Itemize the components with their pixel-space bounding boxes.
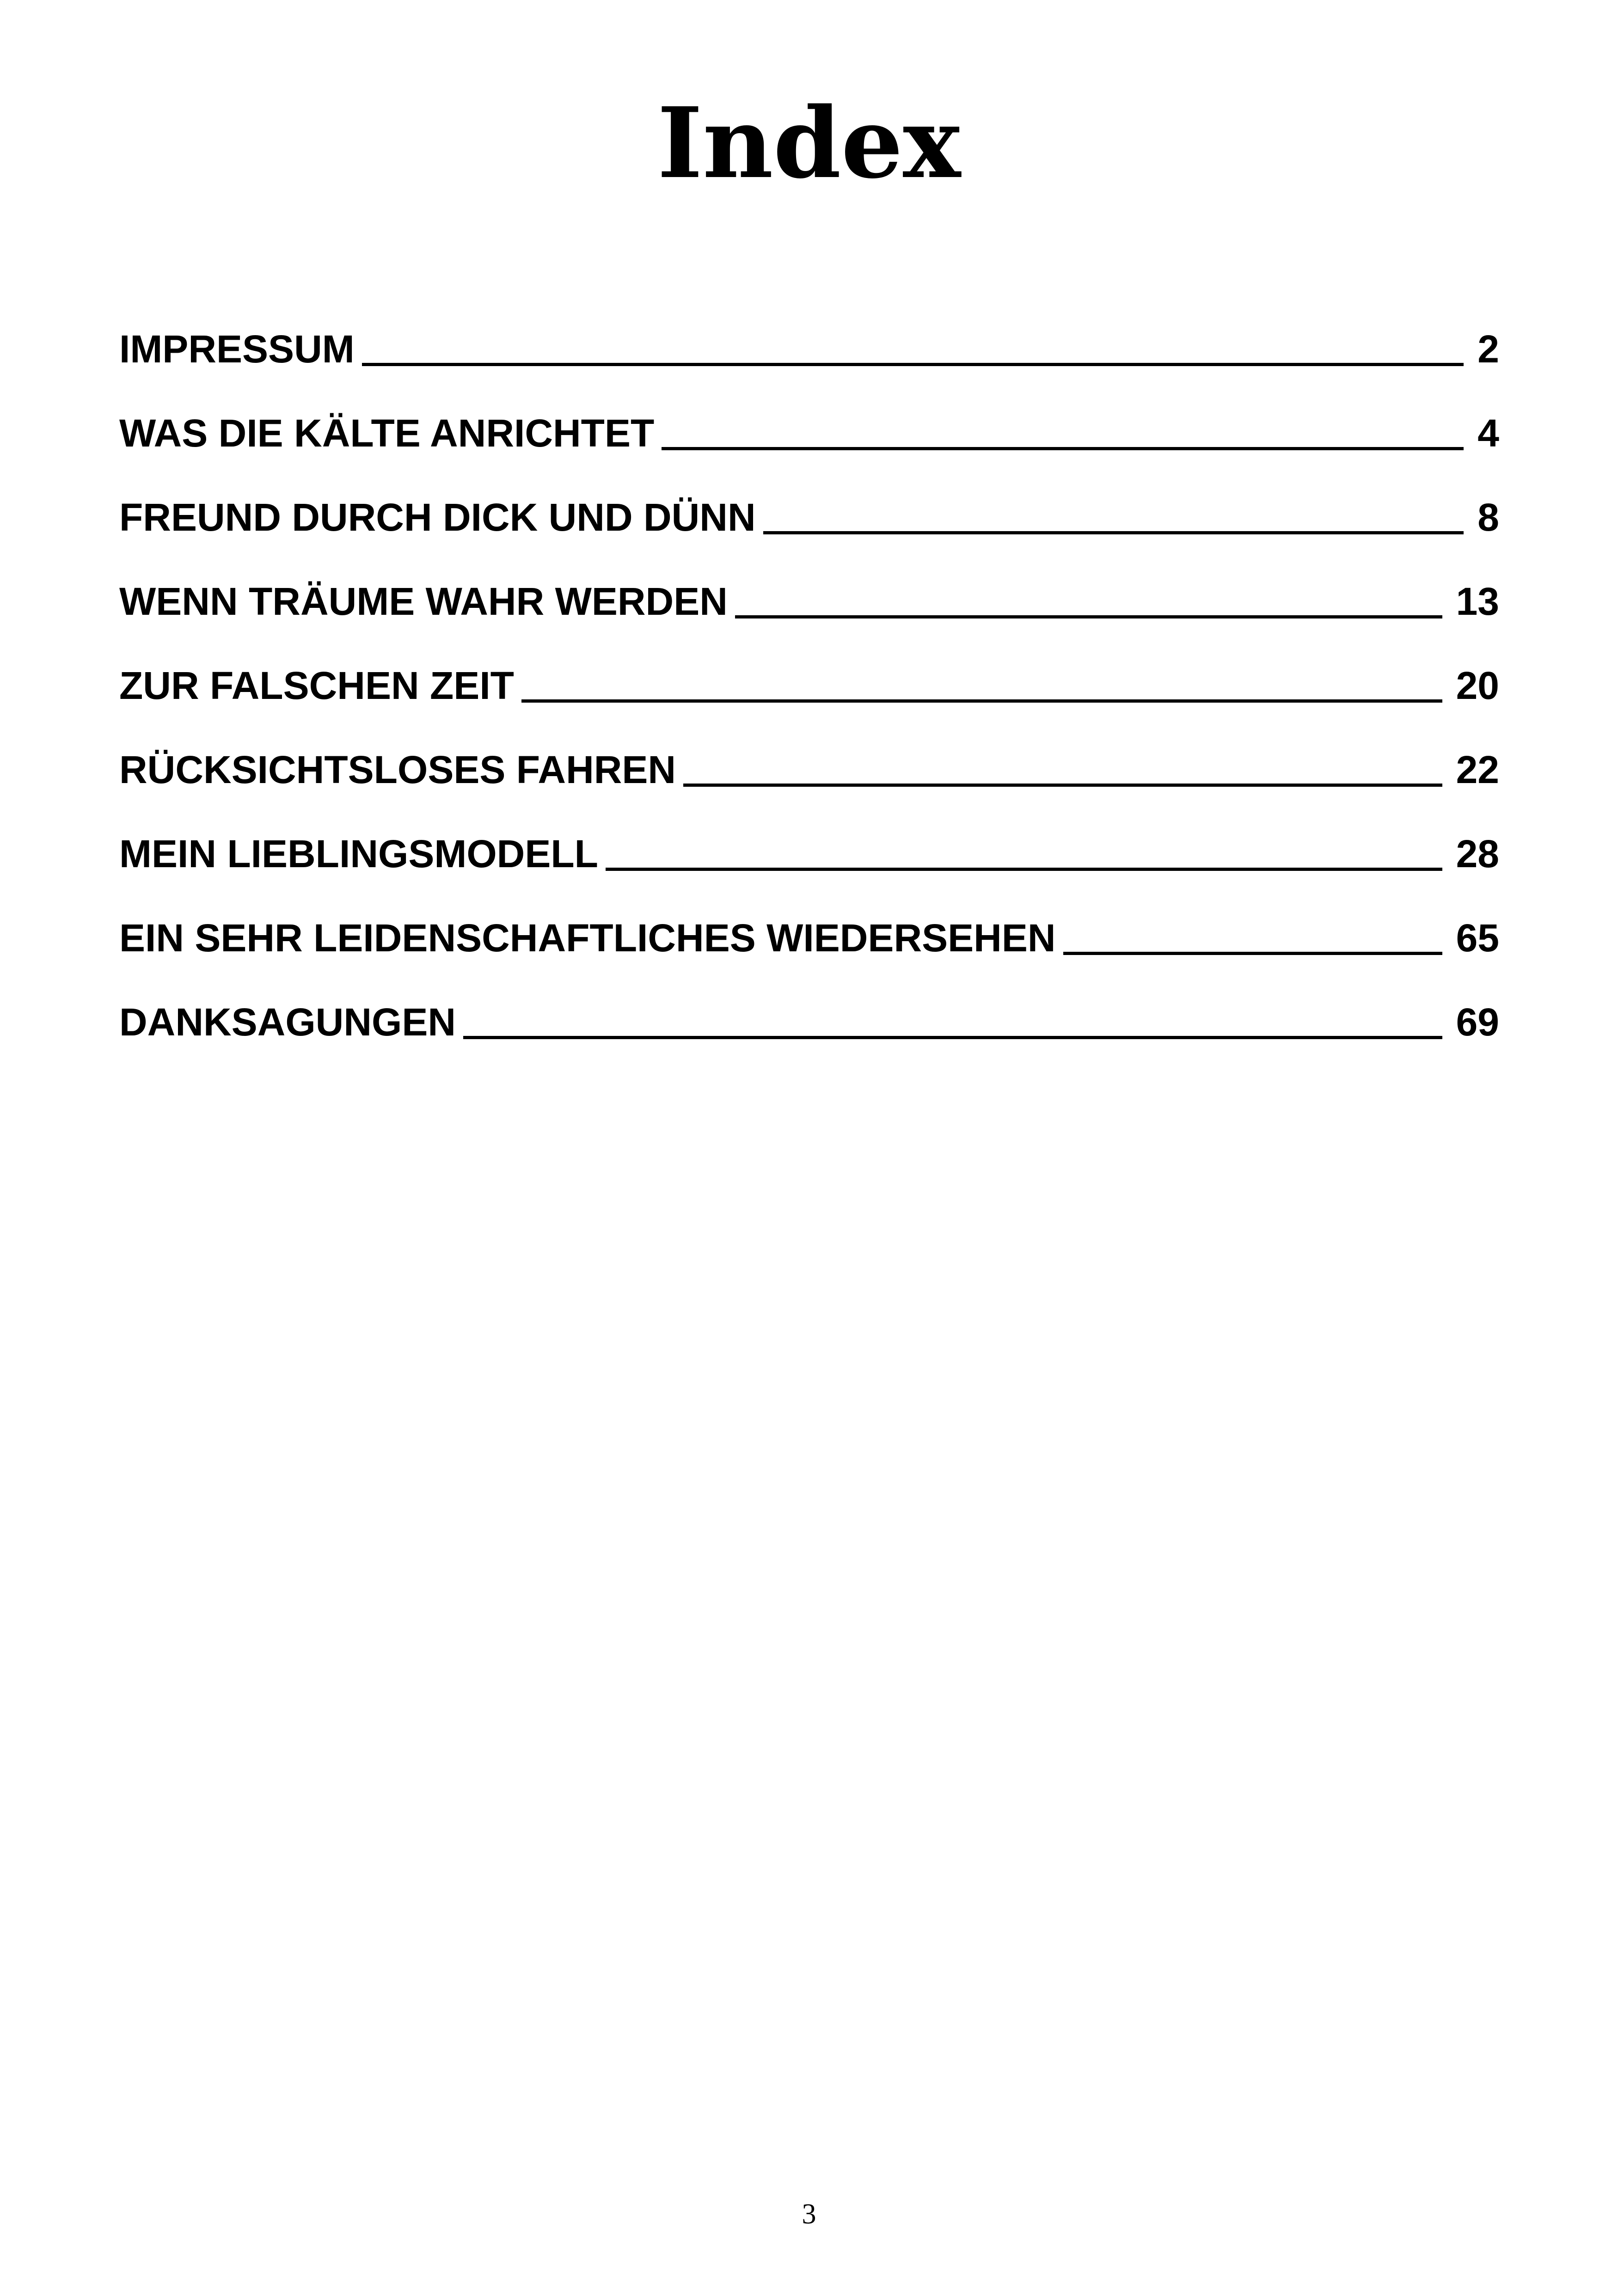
toc-entry-page: 8 bbox=[1477, 496, 1499, 539]
toc-leader-line bbox=[362, 363, 1464, 366]
toc-entry-page: 22 bbox=[1456, 748, 1499, 791]
toc-entry-page: 13 bbox=[1456, 580, 1499, 623]
toc-entry-page: 69 bbox=[1456, 1000, 1499, 1044]
toc-entry-page: 4 bbox=[1477, 411, 1499, 455]
toc-leader-line bbox=[735, 615, 1442, 618]
toc-leader-line bbox=[521, 699, 1442, 703]
toc-leader-line bbox=[763, 531, 1464, 534]
toc-leader-line bbox=[683, 784, 1442, 787]
table-of-contents bbox=[119, 319, 1499, 1076]
toc-leader-line bbox=[606, 868, 1442, 871]
toc-entry-label: EIN SEHR LEIDENSCHAFTLICHES WIEDERSEHEN bbox=[119, 916, 1056, 960]
toc-entry-page: 20 bbox=[1456, 664, 1499, 707]
toc-entry-freund-durch-dick-und-duenn[interactable] bbox=[119, 487, 1499, 571]
page-number: 3 bbox=[802, 2198, 816, 2230]
toc-entry-mein-lieblingsmodell[interactable] bbox=[119, 824, 1499, 908]
toc-entry-ruecksichtsloses-fahren[interactable] bbox=[119, 740, 1499, 824]
toc-entry-danksagungen[interactable] bbox=[119, 992, 1499, 1076]
toc-entry-impressum[interactable] bbox=[119, 319, 1499, 403]
toc-entry-label: MEIN LIEBLINGSMODELL bbox=[119, 832, 598, 876]
toc-leader-line bbox=[463, 1036, 1442, 1039]
toc-entry-page: 2 bbox=[1477, 327, 1499, 371]
toc-entry-label: WAS DIE KÄLTE ANRICHTET bbox=[119, 411, 655, 455]
toc-leader-line bbox=[1063, 952, 1442, 955]
toc-entry-wenn-traeume-wahr-werden[interactable] bbox=[119, 571, 1499, 655]
toc-entry-label: WENN TRÄUME WAHR WERDEN bbox=[119, 580, 728, 623]
toc-entry-ein-sehr-leidenschaftliches-wiedersehen[interactable] bbox=[119, 908, 1499, 992]
toc-entry-label: DANKSAGUNGEN bbox=[119, 1000, 456, 1044]
toc-entry-label: FREUND DURCH DICK UND DÜNN bbox=[119, 496, 756, 539]
toc-entry-page: 28 bbox=[1456, 832, 1499, 876]
toc-entry-zur-falschen-zeit[interactable] bbox=[119, 655, 1499, 740]
toc-entry-label: RÜCKSICHTSLOSES FAHREN bbox=[119, 748, 676, 791]
toc-leader-line bbox=[662, 447, 1464, 450]
toc-entry-page: 65 bbox=[1456, 916, 1499, 960]
page-title: Index bbox=[657, 86, 961, 200]
toc-entry-label: ZUR FALSCHEN ZEIT bbox=[119, 664, 514, 707]
toc-entry-was-die-kaelte-anrichtet[interactable] bbox=[119, 403, 1499, 487]
toc-entry-label: IMPRESSUM bbox=[119, 327, 355, 371]
